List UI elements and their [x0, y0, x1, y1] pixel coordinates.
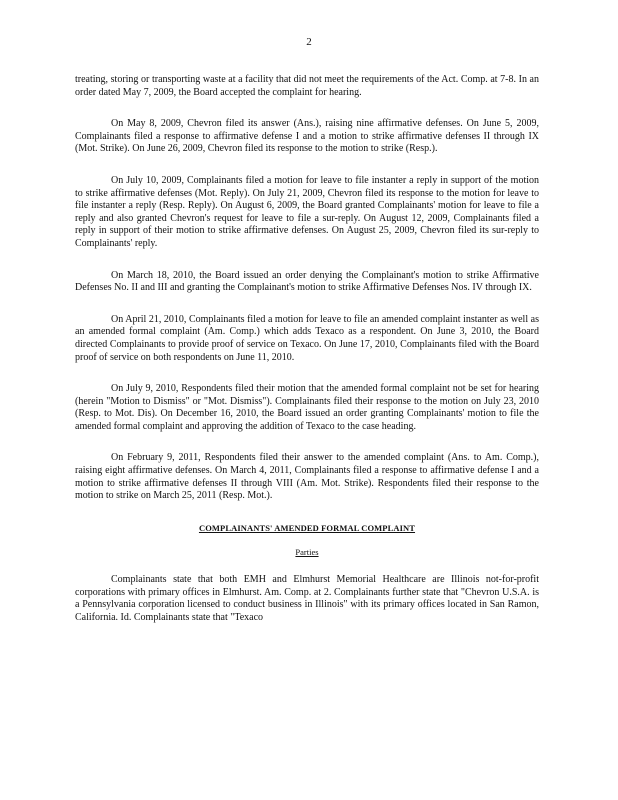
page-number: 2 — [306, 36, 312, 48]
paragraph-amended-complaint: On April 21, 2010, Complainants filed a motion for leave to file an amended complaint instanter as well as an amended formal complaint (Am. Comp.) which adds Texaco as a respondent. On June 3, 2010, the Board directed Complainants to provide proof of service on Texaco. On June 17, 2010, Complainants filed with the Board proof of service on both respondents on June 11, 2010. — [75, 313, 539, 363]
paragraph-board-order-march: On March 18, 2010, the Board issued an order denying the Complainant's motion to strike Affirmative Defenses No. II and III and granting the Complainant's motion to strike Affirmative Defenses Nos. IV through IX. — [75, 269, 539, 294]
subsection-heading — [75, 546, 539, 559]
paragraph-motion-dismiss: On July 9, 2010, Respondents filed their motion that the amended formal complaint not be set for hearing (herein "Motion to Dismiss" or "Mot. Dismiss"). Complainants filed their response to the motion on July 23, 2010 (Resp. to Mot. Dis). On December 16, 2010, the Board issued an order granting Complainants' motion to file the amended formal complaint and approving the addition of Texaco to the case heading. — [75, 383, 539, 432]
paragraph-continuation: treating, storing or transporting waste at a facility that did not meet the requirements of the Act. Comp. at 7-8. In an order dated May 7, 2009, the Board accepted the complaint for hearing. — [75, 74, 539, 98]
document-body — [75, 74, 539, 643]
paragraph-answer-amended: On February 9, 2011, Respondents filed their answer to the amended complaint (Ans. to Am. Comp.), raising eight affirmative defenses. On March 4, 2011, Complainants filed a response to affirmative defense I and a motion to strike affirmative defenses II through VIII (Am. Mot. Strike). Respondents filed their response to the motion to strike on March 25, 2011 (Resp. Mot.). — [75, 452, 539, 502]
section-heading-text: COMPLAINANTS' AMENDED FORMAL COMPLAINT — [198, 522, 416, 533]
paragraph-parties: Complainants state that both EMH and Elmhurst Memorial Healthcare are Illinois not-for-profit corporations with primary offices in Elmhurst. Am. Comp. at 2. Complainants further state that "Chevron U.S.A. is a Pennsylvania corporation licensed to conduct business in Illinois" with its primary offices located in San Ramon, California. Id. Complainants state that "Texaco — [75, 574, 539, 623]
section-heading — [75, 522, 539, 535]
paragraph-motion-reply: On July 10, 2009, Complainants filed a motion for leave to file instanter a reply in support of the motion to strike affirmative defenses (Mot. Reply). On July 21, 2009, Chevron filed its response to the motion for leave to file instanter a reply (Resp. Reply). On August 6, 2009, the Board granted Complainants' motion for leave to file a reply and also granted Chevron's request for leave to file a sur-reply. On August 12, 2009, Complainants filed a reply in support of their motion to strike affirmative defenses. On August 25, 2009, Chevron filed its sur-reply to Complainants' reply. — [75, 174, 539, 249]
subsection-heading-text: Parties — [295, 547, 319, 558]
paragraph-chevron-answer: On May 8, 2009, Chevron filed its answer (Ans.), raising nine affirmative defenses. On June 5, 2009, Complainants filed a response to affirmative defense I and a motion to strike affirmative defenses II through IX (Mot. Strike). On June 26, 2009, Chevron filed its response to the motion to strike (Resp.). — [75, 118, 539, 155]
